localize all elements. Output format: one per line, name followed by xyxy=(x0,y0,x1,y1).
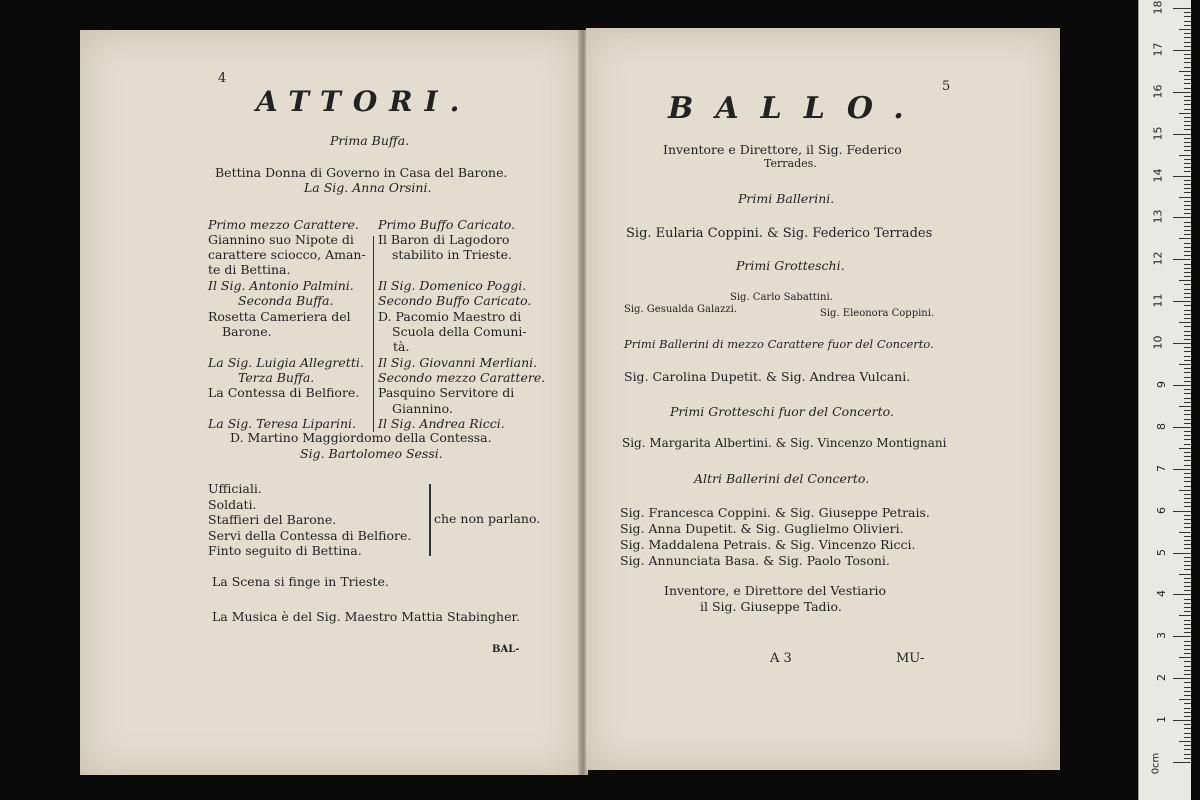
cast-left-line: La Contessa di Belfiore. xyxy=(208,385,360,400)
right-page xyxy=(586,28,1060,770)
brace xyxy=(429,484,431,556)
cast-right-line: Primo Buffo Caricato. xyxy=(378,217,516,232)
ruler-tick xyxy=(1184,234,1191,235)
ruler-tick xyxy=(1184,708,1191,709)
left-catchword: BAL- xyxy=(492,644,520,655)
inventore-line1: Inventore e Direttore, il Sig. Federico xyxy=(663,142,902,157)
ruler-tick xyxy=(1184,645,1191,646)
ruler-tick xyxy=(1184,712,1191,713)
ruler-tick xyxy=(1184,171,1191,172)
cast-right-line: Il Baron di Lagodoro xyxy=(378,232,510,247)
ruler-number: 11 xyxy=(1151,293,1165,308)
ruler-tick xyxy=(1184,75,1191,76)
ruler-tick xyxy=(1184,661,1191,662)
ruler-tick xyxy=(1184,104,1191,105)
ruler-tick xyxy=(1184,402,1191,403)
ruler-tick xyxy=(1184,414,1191,415)
ruler-tick xyxy=(1184,565,1191,566)
ruler-tick xyxy=(1184,146,1191,147)
cast-left-line: La Sig. Luigia Allegretti. xyxy=(208,355,364,370)
altri-ballerini-item: Sig. Francesca Coppini. & Sig. Giuseppe Petrais. xyxy=(620,505,930,520)
music-note: La Musica è del Sig. Maestro Mattia Stabingher. xyxy=(212,609,521,624)
ruler-tick xyxy=(1184,603,1191,604)
ruler-tick xyxy=(1184,100,1191,101)
cast-right-line: Secondo mezzo Carattere. xyxy=(378,370,546,385)
ruler-tick xyxy=(1184,523,1191,524)
ruler-tick xyxy=(1184,691,1191,692)
ruler-tick xyxy=(1173,678,1191,679)
ruler-tick xyxy=(1184,109,1191,110)
ruler-tick xyxy=(1184,745,1191,746)
ruler-tick xyxy=(1184,377,1191,378)
ruler-tick xyxy=(1184,339,1191,340)
ruler-number: 13 xyxy=(1151,209,1165,224)
ruler-tick xyxy=(1173,385,1191,386)
grotteschi-fuor-label: Primi Grotteschi fuor del Concerto. xyxy=(670,404,894,419)
ruler-tick xyxy=(1184,213,1191,214)
ruler-number: 10 xyxy=(1151,335,1165,350)
cast-left-line: Primo mezzo Carattere. xyxy=(208,217,359,232)
ruler-tick xyxy=(1173,134,1191,135)
ruler-tick xyxy=(1184,527,1191,528)
ruler-tick xyxy=(1173,259,1191,260)
ruler-tick xyxy=(1173,217,1191,218)
ruler-tick xyxy=(1184,314,1191,315)
ruler-tick xyxy=(1179,71,1191,72)
ruler-tick xyxy=(1184,607,1191,608)
cast-left-line: Terza Buffa. xyxy=(238,370,315,385)
ruler-number: 4 xyxy=(1155,590,1168,598)
ruler-tick xyxy=(1184,582,1191,583)
ruler-tick xyxy=(1184,83,1191,84)
ruler-number: 8 xyxy=(1155,422,1168,430)
ruler-tick xyxy=(1184,209,1191,210)
cast-left-line: Il Sig. Antonio Palmini. xyxy=(208,278,354,293)
martino-actor: Sig. Bartolomeo Sessi. xyxy=(300,446,443,461)
ruler-tick xyxy=(1184,192,1191,193)
bettina-actor: La Sig. Anna Orsini. xyxy=(304,180,432,195)
ruler-tick xyxy=(1184,356,1191,357)
ruler-tick xyxy=(1184,620,1191,621)
vestiario-line1: Inventore, e Direttore del Vestiario xyxy=(664,583,887,598)
ruler-tick xyxy=(1184,632,1191,633)
ruler-tick xyxy=(1184,42,1191,43)
altri-ballerini-item: Sig. Anna Dupetit. & Sig. Guglielmo Olivieri. xyxy=(620,521,904,536)
ruler-tick xyxy=(1179,406,1191,407)
ruler-tick xyxy=(1184,548,1191,549)
cast-left-line: Seconda Buffa. xyxy=(238,293,334,308)
non-speaking-item: Servi della Contessa di Belfiore. xyxy=(208,527,412,543)
ruler-number: 17 xyxy=(1151,42,1165,57)
ruler-tick xyxy=(1173,50,1191,51)
ruler-tick xyxy=(1184,695,1191,696)
ruler-tick xyxy=(1184,515,1191,516)
ruler-tick xyxy=(1179,322,1191,323)
non-speaking-item: Staffieri del Barone. xyxy=(208,512,337,527)
ruler-tick xyxy=(1173,594,1191,595)
ruler-tick xyxy=(1184,754,1191,755)
ruler-tick xyxy=(1184,486,1191,487)
ruler-tick xyxy=(1184,758,1191,759)
ruler-tick xyxy=(1179,741,1191,742)
ruler-tick xyxy=(1184,46,1191,47)
ruler-tick xyxy=(1184,649,1191,650)
ruler-tick xyxy=(1184,569,1191,570)
ruler-tick xyxy=(1179,574,1191,575)
ruler-tick xyxy=(1184,347,1191,348)
pair-dupetit-vulcani: Sig. Carolina Dupetit. & Sig. Andrea Vulcani. xyxy=(624,369,911,384)
ruler-tick xyxy=(1184,460,1191,461)
ruler-tick xyxy=(1184,96,1191,97)
ruler-tick xyxy=(1179,113,1191,114)
ruler-tick xyxy=(1179,657,1191,658)
ruler-tick xyxy=(1184,150,1191,151)
ruler-unit: 0cm xyxy=(1150,752,1162,775)
ruler-tick xyxy=(1184,79,1191,80)
ruler-number: 12 xyxy=(1151,251,1165,266)
ruler-tick xyxy=(1184,67,1191,68)
cast-right-line: Scuola della Comuni- xyxy=(392,324,527,339)
ruler-tick xyxy=(1173,511,1191,512)
left-page-number: 4 xyxy=(218,71,227,86)
ruler-tick xyxy=(1184,37,1191,38)
ruler-tick xyxy=(1173,636,1191,637)
ruler-tick xyxy=(1173,427,1191,428)
cast-right-line: Il Sig. Andrea Ricci. xyxy=(378,416,505,431)
ruler-tick xyxy=(1184,703,1191,704)
cast-right-line: Giannino. xyxy=(392,401,453,416)
right-catchword: MU- xyxy=(896,651,925,666)
ruler-tick xyxy=(1184,586,1191,587)
non-speaking-item: Ufficiali. xyxy=(208,481,262,496)
right-page-number: 5 xyxy=(942,79,951,94)
ruler-tick xyxy=(1184,284,1191,285)
ruler-tick xyxy=(1173,176,1191,177)
ruler-tick xyxy=(1184,305,1191,306)
ruler-tick xyxy=(1184,159,1191,160)
ruler-tick xyxy=(1184,561,1191,562)
ruler-tick xyxy=(1184,251,1191,252)
ruler-tick xyxy=(1184,473,1191,474)
non-speaking-item: Soldati. xyxy=(208,496,257,512)
ruler-tick xyxy=(1184,62,1191,63)
ruler-tick xyxy=(1184,494,1191,495)
ruler-tick xyxy=(1184,205,1191,206)
ruler-tick xyxy=(1184,670,1191,671)
ruler-tick xyxy=(1184,452,1191,453)
ruler-tick xyxy=(1173,301,1191,302)
ruler-tick xyxy=(1184,368,1191,369)
ruler-tick xyxy=(1179,197,1191,198)
ruler-tick xyxy=(1184,117,1191,118)
ruler-tick xyxy=(1184,435,1191,436)
ruler-tick xyxy=(1179,280,1191,281)
signature-mark: A 3 xyxy=(770,651,792,666)
mezzo-carattere-label: Primi Ballerini di mezzo Carattere fuor del Concerto. xyxy=(624,337,934,351)
ruler-tick xyxy=(1184,201,1191,202)
cast-left-line: carattere sciocco, Aman- xyxy=(208,247,366,262)
ruler-tick xyxy=(1184,276,1191,277)
ruler-tick xyxy=(1184,381,1191,382)
cast-left-line: La Sig. Teresa Liparini. xyxy=(208,416,356,431)
ruler-tick xyxy=(1184,444,1191,445)
ruler-tick xyxy=(1184,628,1191,629)
ruler-tick xyxy=(1184,255,1191,256)
ruler-tick xyxy=(1184,272,1191,273)
martino-role: D. Martino Maggiordomo della Contessa. xyxy=(230,430,492,445)
ruler-tick xyxy=(1184,389,1191,390)
ruler-tick xyxy=(1184,393,1191,394)
ruler-tick xyxy=(1184,624,1191,625)
ruler-tick xyxy=(1179,448,1191,449)
ruler-tick xyxy=(1184,737,1191,738)
ruler-tick xyxy=(1184,121,1191,122)
ruler-tick xyxy=(1184,666,1191,667)
cast-right-line: Il Sig. Giovanni Merliani. xyxy=(378,355,538,370)
inventore-line2: Terrades. xyxy=(764,157,817,170)
ruler-number: 15 xyxy=(1151,126,1165,141)
ruler-tick xyxy=(1184,360,1191,361)
ruler-tick xyxy=(1184,519,1191,520)
ruler-tick xyxy=(1184,318,1191,319)
cast-left-line: te di Bettina. xyxy=(208,262,291,277)
ruler-tick xyxy=(1184,439,1191,440)
ruler-tick xyxy=(1184,481,1191,482)
cast-left-line: Barone. xyxy=(222,324,272,339)
ruler-tick xyxy=(1184,163,1191,164)
ruler-number: 7 xyxy=(1155,464,1168,472)
ruler-tick xyxy=(1184,54,1191,55)
ruler-tick xyxy=(1184,682,1191,683)
ruler-tick xyxy=(1184,188,1191,189)
non-speaking-label: che non parlano. xyxy=(434,511,541,526)
ruler-tick xyxy=(1184,33,1191,34)
ruler-tick xyxy=(1184,724,1191,725)
ruler-tick xyxy=(1184,58,1191,59)
ruler-tick xyxy=(1184,335,1191,336)
ruler-tick xyxy=(1184,16,1191,17)
column-divider xyxy=(373,236,374,432)
ruler-tick xyxy=(1184,728,1191,729)
ruler-tick xyxy=(1184,21,1191,22)
ruler-tick xyxy=(1184,419,1191,420)
ruler-tick xyxy=(1184,578,1191,579)
ruler-tick xyxy=(1184,25,1191,26)
ruler-number: 2 xyxy=(1155,674,1168,682)
pair-albertini-montignani: Sig. Margarita Albertini. & Sig. Vincenzo Montignani xyxy=(622,436,947,450)
ruler-tick xyxy=(1184,611,1191,612)
cast-left-line: Rosetta Cameriera del xyxy=(208,309,351,324)
ruler-tick xyxy=(1179,238,1191,239)
cast-right-line: Pasquino Servitore di xyxy=(378,385,515,400)
ruler-tick xyxy=(1173,720,1191,721)
ruler-tick xyxy=(1184,749,1191,750)
scene-note: La Scena si finge in Trieste. xyxy=(212,574,389,589)
ruler-number: 9 xyxy=(1155,381,1168,388)
ruler-tick xyxy=(1184,180,1191,181)
sabattini: Sig. Carlo Sabattini. xyxy=(730,292,833,303)
ruler-tick xyxy=(1173,8,1191,9)
cast-right-line: stabilito in Trieste. xyxy=(392,247,512,262)
ruler-tick xyxy=(1184,544,1191,545)
ruler-tick xyxy=(1184,226,1191,227)
ruler-tick xyxy=(1179,155,1191,156)
ruler-number: 3 xyxy=(1155,632,1168,640)
ruler-tick xyxy=(1184,557,1191,558)
ruler-tick xyxy=(1184,410,1191,411)
ruler-tick xyxy=(1179,532,1191,533)
ruler-number: 5 xyxy=(1155,548,1168,556)
ruler-tick xyxy=(1184,243,1191,244)
ruler-tick xyxy=(1184,293,1191,294)
vestiario-line2: il Sig. Giuseppe Tadio. xyxy=(700,599,842,614)
cast-right-line: tà. xyxy=(393,339,410,354)
ruler-tick xyxy=(1184,129,1191,130)
ruler-number: 6 xyxy=(1155,506,1168,514)
ruler-tick xyxy=(1179,490,1191,491)
ruler-tick xyxy=(1184,289,1191,290)
ruler-tick xyxy=(1184,268,1191,269)
ruler-tick xyxy=(1184,125,1191,126)
ruler-number: 1 xyxy=(1155,716,1168,724)
ruler-tick xyxy=(1184,310,1191,311)
ruler-tick xyxy=(1173,762,1191,763)
ruler-tick xyxy=(1184,590,1191,591)
ruler-tick xyxy=(1173,553,1191,554)
ruler-tick xyxy=(1179,364,1191,365)
ruler-tick xyxy=(1184,477,1191,478)
ruler-tick xyxy=(1184,264,1191,265)
ruler-tick xyxy=(1184,716,1191,717)
cast-right-line: Secondo Buffo Caricato. xyxy=(378,293,532,308)
ruler-tick xyxy=(1184,12,1191,13)
ruler-number: 18 xyxy=(1151,0,1165,15)
ruler-tick xyxy=(1184,247,1191,248)
ruler-tick xyxy=(1184,431,1191,432)
ruler-tick xyxy=(1173,469,1191,470)
ruler-tick xyxy=(1179,615,1191,616)
ruler-tick xyxy=(1184,88,1191,89)
cast-right-line: Il Sig. Domenico Poggi. xyxy=(378,278,527,293)
ruler-tick xyxy=(1179,699,1191,700)
ruler-tick xyxy=(1184,167,1191,168)
primi-ballerini-label: Primi Ballerini. xyxy=(738,191,835,206)
ruler-tick xyxy=(1184,498,1191,499)
ruler-tick xyxy=(1184,540,1191,541)
prima-buffa-label: Prima Buffa. xyxy=(330,133,410,148)
ruler-tick xyxy=(1179,29,1191,30)
ruler-tick xyxy=(1184,230,1191,231)
ruler-tick xyxy=(1184,502,1191,503)
primi-grotteschi-label: Primi Grotteschi. xyxy=(736,258,845,273)
ruler-tick xyxy=(1184,641,1191,642)
ruler-tick xyxy=(1173,92,1191,93)
ruler-tick xyxy=(1184,372,1191,373)
ruler-tick xyxy=(1184,326,1191,327)
non-speaking-item: Finto seguito di Bettina. xyxy=(208,543,362,558)
ruler-tick xyxy=(1184,142,1191,143)
ruler-tick xyxy=(1184,222,1191,223)
ruler-tick xyxy=(1184,184,1191,185)
ruler-tick xyxy=(1184,687,1191,688)
pair-coppini-terrades: Sig. Eularia Coppini. & Sig. Federico Terrades xyxy=(626,226,933,241)
ruler-number: 16 xyxy=(1151,84,1165,99)
ruler-tick xyxy=(1184,331,1191,332)
left-heading: ATTORI. xyxy=(256,85,472,118)
ruler-tick xyxy=(1184,138,1191,139)
altri-ballerini-item: Sig. Annunciata Basa. & Sig. Paolo Tosoni. xyxy=(620,553,890,568)
right-heading: BALLO. xyxy=(668,91,926,126)
bettina-role: Bettina Donna di Governo in Casa del Barone. xyxy=(215,165,508,180)
galazzi: Sig. Gesualda Galazzi. xyxy=(624,304,738,315)
ruler-tick xyxy=(1184,456,1191,457)
eleonora-coppini: Sig. Eleonora Coppini. xyxy=(820,308,935,319)
ruler-tick xyxy=(1184,423,1191,424)
altri-ballerini-item: Sig. Maddalena Petrais. & Sig. Vincenzo Ricci. xyxy=(620,537,916,552)
altri-ballerini-label: Altri Ballerini del Concerto. xyxy=(694,471,870,486)
ruler-tick xyxy=(1184,536,1191,537)
ruler-tick xyxy=(1184,465,1191,466)
ruler-number: 14 xyxy=(1151,168,1165,183)
measurement-ruler xyxy=(1138,0,1191,800)
ruler-tick xyxy=(1184,297,1191,298)
ruler-tick xyxy=(1184,674,1191,675)
cast-left-line: Giannino suo Nipote di xyxy=(208,232,354,247)
cast-right-line: D. Pacomio Maestro di xyxy=(378,309,522,324)
ruler-tick xyxy=(1184,599,1191,600)
ruler-tick xyxy=(1184,733,1191,734)
ruler-tick xyxy=(1184,653,1191,654)
ruler-tick xyxy=(1184,351,1191,352)
ruler-tick xyxy=(1184,506,1191,507)
ruler-tick xyxy=(1173,343,1191,344)
ruler-tick xyxy=(1184,398,1191,399)
